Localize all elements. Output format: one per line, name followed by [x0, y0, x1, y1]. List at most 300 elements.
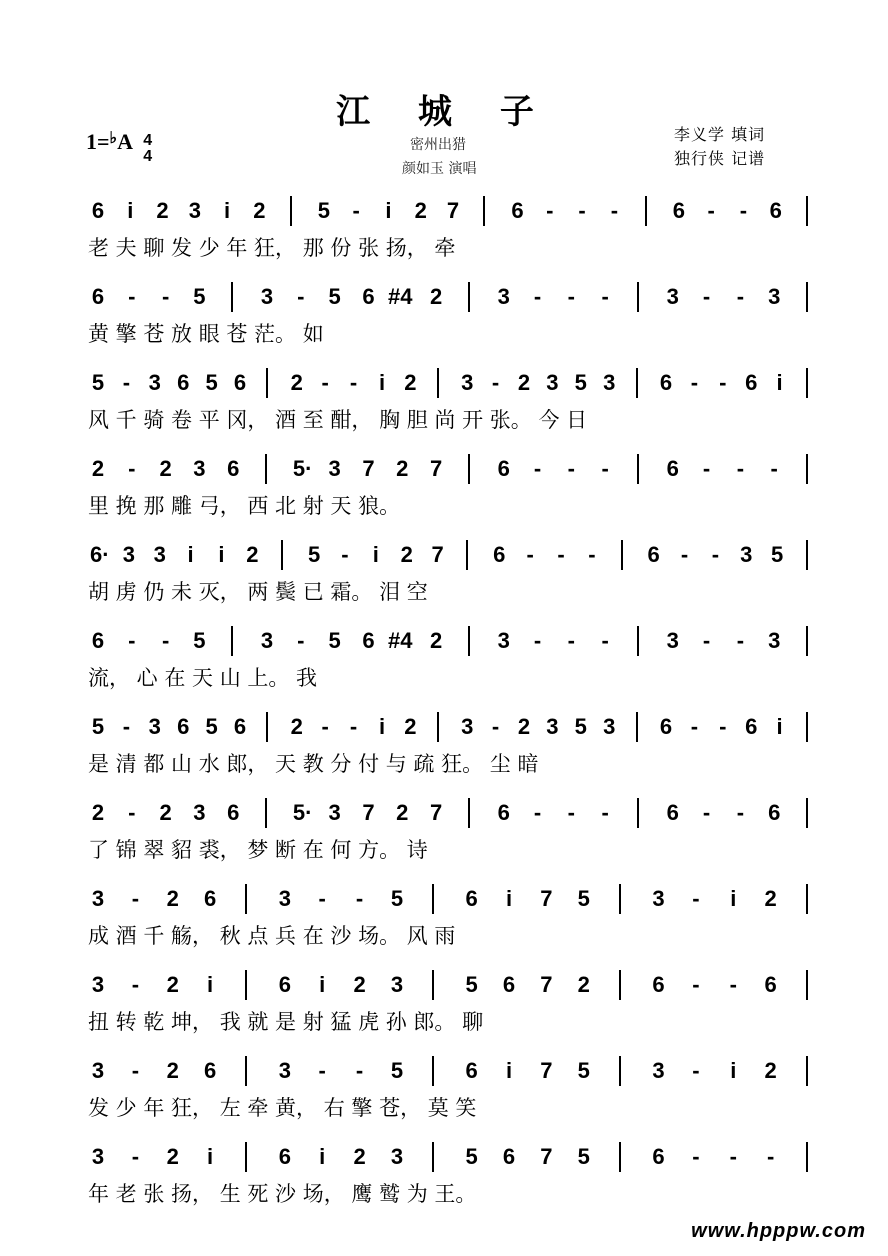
note: 6 — [768, 800, 781, 825]
note: 5 — [390, 1058, 404, 1083]
bar-line — [806, 368, 808, 398]
note: 3 — [497, 284, 510, 309]
dash: - — [692, 1144, 700, 1169]
note: 2 — [764, 886, 777, 911]
lyric-line: 是 清 都 山 水 郎， 天 教 分 付 与 疏 狂。 尘 暗 — [88, 752, 539, 776]
note: 6· — [90, 542, 110, 567]
note: 3 — [278, 886, 291, 911]
dash: - — [355, 1058, 364, 1083]
dash: - — [128, 628, 136, 653]
note: 3 — [546, 714, 559, 739]
note: 5 — [205, 370, 218, 395]
dash: - — [601, 800, 609, 825]
bar-line — [806, 540, 808, 570]
note: 6 — [666, 456, 679, 481]
note: i — [218, 542, 225, 567]
note: 3 — [652, 1058, 665, 1083]
note: i — [378, 370, 386, 395]
dash: - — [588, 542, 596, 567]
key-prefix: 1= — [86, 129, 110, 154]
dash: - — [321, 714, 329, 739]
bar-line — [806, 970, 808, 1000]
dash: - — [349, 370, 358, 395]
note: 6 — [91, 628, 105, 653]
dash: - — [131, 886, 140, 911]
song-title: 江 城 子 — [336, 92, 552, 132]
note: 3 — [91, 1058, 105, 1083]
note: 3 — [91, 1144, 105, 1169]
note: #4 — [388, 284, 413, 309]
note: 3 — [188, 198, 201, 223]
dash: - — [736, 284, 745, 309]
note: 3 — [740, 542, 753, 567]
bar-line — [290, 196, 292, 226]
note: 2 — [91, 456, 105, 481]
note: 6 — [502, 972, 516, 997]
note: 3 — [328, 800, 341, 825]
lyric-line: 里 挽 那 雕 弓， 西 北 射 天 狼。 — [88, 494, 401, 518]
note: 2 — [429, 284, 443, 309]
bar-line — [619, 1056, 621, 1086]
dash: - — [692, 1058, 700, 1083]
dash: - — [702, 628, 711, 653]
note: 2 — [764, 1058, 777, 1083]
dash: - — [707, 198, 715, 223]
note: i — [385, 198, 392, 223]
bar-line — [245, 884, 247, 914]
note: 6 — [91, 284, 105, 309]
dash: - — [557, 542, 565, 567]
dash: - — [680, 542, 689, 567]
dash: - — [318, 886, 326, 911]
dash: - — [729, 972, 737, 997]
note: 3 — [122, 542, 135, 567]
bar-line — [637, 454, 639, 484]
note: 7 — [429, 800, 443, 825]
lyric-line: 流， 心 在 天 山 上。 我 — [88, 666, 318, 690]
note: 2 — [246, 542, 259, 567]
note: 7 — [540, 886, 553, 911]
note: 7 — [540, 1144, 553, 1169]
bar-line — [637, 282, 639, 312]
bar-line — [636, 712, 638, 742]
note: 2 — [91, 800, 105, 825]
bar-line — [619, 970, 621, 1000]
dash: - — [567, 284, 575, 309]
note: 6 — [203, 886, 217, 911]
note: 7 — [446, 198, 460, 223]
bar-line — [245, 970, 247, 1000]
dash: - — [341, 542, 349, 567]
note: 3 — [328, 456, 341, 481]
note: i — [730, 1058, 737, 1083]
note: 3 — [91, 972, 105, 997]
note: 6 — [502, 1144, 516, 1169]
note: i — [776, 370, 783, 395]
bar-line — [265, 798, 267, 828]
dash: - — [533, 628, 542, 653]
bar-line — [619, 1142, 621, 1172]
note: 5 — [317, 198, 331, 223]
note: i — [207, 972, 214, 997]
bar-line — [231, 626, 233, 656]
note: 7 — [540, 972, 553, 997]
note: 6 — [511, 198, 524, 223]
note: 5 — [193, 628, 206, 653]
dash: - — [736, 628, 745, 653]
note: 5 — [574, 370, 587, 395]
note: i — [505, 1058, 513, 1083]
note: 3 — [260, 628, 274, 653]
note: 5 — [205, 714, 218, 739]
dash: - — [533, 800, 542, 825]
note: 6 — [647, 542, 660, 567]
dash: - — [161, 284, 170, 309]
dash: - — [719, 714, 727, 739]
note: 5 — [390, 886, 404, 911]
score-row — [0, 1142, 888, 1232]
note: 5 — [91, 370, 105, 395]
note: 5 — [577, 886, 590, 911]
dash: - — [533, 284, 542, 309]
time-bottom: 4 — [143, 148, 153, 165]
dash: - — [321, 370, 329, 395]
note: 3 — [153, 542, 166, 567]
note: 2 — [166, 972, 179, 997]
dash: - — [567, 456, 575, 481]
score-row — [0, 282, 888, 372]
score-row — [0, 196, 888, 286]
note: 5 — [193, 284, 206, 309]
note: 5 — [465, 1144, 478, 1169]
dash: - — [349, 714, 358, 739]
lyric-line: 扭 转 乾 坤， 我 就 是 射 猛 虎 孙 郎。 聊 — [88, 1010, 484, 1034]
dash: - — [533, 456, 542, 481]
note: 6 — [177, 370, 190, 395]
note: 5 — [577, 1058, 590, 1083]
note: 2 — [404, 370, 417, 395]
dash: - — [128, 456, 136, 481]
site-watermark: www.hpppw.com — [691, 1220, 866, 1242]
bar-line — [806, 712, 808, 742]
note: 5· — [292, 800, 313, 825]
dash: - — [711, 542, 720, 567]
score-row — [0, 1056, 888, 1146]
note: 2 — [156, 198, 169, 223]
note: 2 — [166, 1058, 179, 1083]
bar-line — [645, 196, 647, 226]
note: 5 — [574, 714, 587, 739]
note: 6 — [362, 628, 375, 653]
note: 6 — [497, 456, 510, 481]
dash: - — [601, 628, 609, 653]
bar-line — [637, 626, 639, 656]
note: 6 — [745, 714, 758, 739]
dash: - — [692, 886, 700, 911]
dash: - — [491, 714, 500, 739]
bar-line — [466, 540, 468, 570]
note: 3 — [390, 972, 404, 997]
bar-line — [637, 798, 639, 828]
transcriber-credit: 独行侠 记谱 — [674, 149, 766, 168]
note: 3 — [390, 1144, 404, 1169]
note: 7 — [431, 542, 444, 567]
note: 2 — [253, 198, 266, 223]
note: 3 — [91, 886, 105, 911]
note: 6 — [497, 800, 510, 825]
note: 6 — [666, 800, 679, 825]
dash: - — [122, 370, 131, 395]
note: 3 — [148, 714, 161, 739]
note: 2 — [353, 1144, 366, 1169]
score-row — [0, 626, 888, 716]
bar-line — [806, 626, 808, 656]
score-row — [0, 368, 888, 458]
note: 7 — [429, 456, 443, 481]
note: 2 — [400, 542, 413, 567]
dash: - — [161, 628, 170, 653]
lyric-line: 胡 虏 仍 未 灭， 两 鬓 已 霜。 泪 空 — [88, 580, 428, 604]
note: 3 — [666, 284, 679, 309]
bar-line — [806, 1142, 808, 1172]
note: 2 — [396, 456, 409, 481]
dash: - — [578, 198, 586, 223]
dash: - — [610, 198, 619, 223]
dash: - — [690, 714, 699, 739]
key-signature — [86, 128, 152, 165]
bar-line — [806, 1056, 808, 1086]
score-row — [0, 884, 888, 974]
bar-line — [266, 712, 268, 742]
note: 3 — [768, 628, 781, 653]
note: 3 — [652, 886, 665, 911]
note: 6 — [278, 972, 291, 997]
dash: - — [702, 800, 711, 825]
note: 6 — [652, 1144, 665, 1169]
lyric-line: 年 老 张 扬， 生 死 沙 场， 鹰 鹫 为 王。 — [88, 1182, 477, 1206]
note: 2 — [159, 800, 172, 825]
bar-line — [432, 884, 434, 914]
note: 7 — [362, 800, 375, 825]
dash: - — [128, 800, 136, 825]
dash: - — [131, 972, 140, 997]
score-row — [0, 712, 888, 802]
note: 3 — [260, 284, 274, 309]
note: 3 — [546, 370, 559, 395]
note: 5 — [465, 972, 478, 997]
note: 6 — [233, 714, 247, 739]
note: 2 — [414, 198, 427, 223]
lyric-line: 成 酒 千 觞， 秋 点 兵 在 沙 场。 风 雨 — [88, 924, 456, 948]
bar-line — [231, 282, 233, 312]
dash: - — [491, 370, 500, 395]
lyric-line: 发 少 年 狂， 左 牵 黄， 右 擎 苍， 莫 笑 — [88, 1096, 477, 1120]
note: 7 — [540, 1058, 553, 1083]
note: 2 — [517, 370, 531, 395]
note: i — [207, 1144, 214, 1169]
score-row — [0, 970, 888, 1060]
dash: - — [318, 1058, 326, 1083]
bar-line — [437, 712, 439, 742]
note: i — [319, 972, 326, 997]
score-row — [0, 454, 888, 544]
note: 3 — [461, 714, 474, 739]
time-signature — [143, 133, 152, 165]
bar-line — [245, 1142, 247, 1172]
dash: - — [739, 198, 748, 223]
bar-line — [468, 454, 470, 484]
bar-line — [619, 884, 621, 914]
singer-credit: 颜如玉 演唱 — [402, 161, 477, 177]
note: 2 — [290, 370, 303, 395]
note: 2 — [166, 886, 179, 911]
note: i — [505, 886, 513, 911]
note: i — [372, 542, 379, 567]
note: 3 — [768, 284, 781, 309]
note: 5 — [771, 542, 784, 567]
dash: - — [601, 456, 609, 481]
dash: - — [692, 972, 700, 997]
bar-line — [432, 1142, 434, 1172]
note: 2 — [159, 456, 172, 481]
bar-line — [806, 196, 808, 226]
note: 2 — [577, 972, 590, 997]
note: 6 — [659, 370, 673, 395]
bar-line — [468, 798, 470, 828]
dash: - — [770, 456, 778, 481]
dash: - — [766, 1144, 775, 1169]
score-row — [0, 798, 888, 888]
dash: - — [702, 284, 711, 309]
note: i — [776, 714, 783, 739]
note: 5 — [307, 542, 321, 567]
bar-line — [432, 1056, 434, 1086]
bar-line — [806, 454, 808, 484]
dash: - — [526, 542, 534, 567]
bar-line — [806, 282, 808, 312]
note: 3 — [497, 628, 510, 653]
note: 2 — [290, 714, 303, 739]
dash: - — [131, 1144, 140, 1169]
note: 3 — [148, 370, 161, 395]
note: 3 — [666, 628, 679, 653]
lyricist-credit: 李义学 填词 — [674, 125, 766, 144]
note: 5 — [577, 1144, 590, 1169]
note: 6 — [652, 972, 665, 997]
bar-line — [432, 970, 434, 1000]
note: 2 — [404, 714, 417, 739]
bar-line — [621, 540, 623, 570]
note: 3 — [603, 370, 616, 395]
note: 3 — [603, 714, 616, 739]
note: 6 — [227, 456, 240, 481]
lyric-line: 老 夫 聊 发 少 年 狂， 那 份 张 扬， 牵 — [88, 236, 456, 260]
dash: - — [567, 800, 575, 825]
lyric-line: 了 锦 翠 貂 裘， 梦 断 在 何 方。 诗 — [88, 838, 428, 862]
lyric-line: 风 千 骑 卷 平 冈， 酒 至 酣， 胸 胆 尚 开 张。 今 日 — [88, 408, 588, 432]
note: 5· — [292, 456, 313, 481]
bar-line — [281, 540, 283, 570]
note: 6 — [278, 1144, 291, 1169]
bar-line — [265, 454, 267, 484]
time-top: 4 — [143, 132, 153, 149]
bar-line — [636, 368, 638, 398]
flat-sign: ♭ — [109, 130, 118, 147]
dash: - — [601, 284, 609, 309]
subtitle: 密州出猎 — [410, 137, 466, 153]
dash: - — [131, 1058, 140, 1083]
bar-line — [266, 368, 268, 398]
note: i — [319, 1144, 326, 1169]
dash: - — [690, 370, 699, 395]
note: 3 — [278, 1058, 291, 1083]
note: 6 — [745, 370, 758, 395]
note: 5 — [328, 628, 341, 653]
note: i — [187, 542, 194, 567]
dash: - — [122, 714, 131, 739]
note: i — [127, 198, 134, 223]
note: 2 — [429, 628, 443, 653]
note: 7 — [362, 456, 375, 481]
note: 2 — [166, 1144, 179, 1169]
note: #4 — [388, 628, 413, 653]
dash: - — [297, 628, 305, 653]
bar-line — [806, 798, 808, 828]
lyric-line: 黄 擎 苍 放 眼 苍 茫。 如 — [88, 322, 324, 346]
bar-line — [483, 196, 485, 226]
score-row — [0, 540, 888, 630]
bar-line — [468, 626, 470, 656]
dash: - — [355, 886, 364, 911]
bar-line — [245, 1056, 247, 1086]
note: 6 — [362, 284, 375, 309]
note: 6 — [203, 1058, 217, 1083]
note: 6 — [465, 1058, 478, 1083]
note: 6 — [227, 800, 240, 825]
note: 2 — [517, 714, 531, 739]
dash: - — [297, 284, 305, 309]
dash: - — [546, 198, 554, 223]
note: i — [378, 714, 386, 739]
dash: - — [567, 628, 575, 653]
dash: - — [702, 456, 711, 481]
note: i — [224, 198, 231, 223]
note: 3 — [461, 370, 474, 395]
note: 6 — [177, 714, 190, 739]
note: 5 — [328, 284, 341, 309]
note: 2 — [353, 972, 366, 997]
note: 2 — [396, 800, 409, 825]
note: 6 — [465, 886, 478, 911]
note: 6 — [493, 542, 506, 567]
note: 3 — [193, 800, 206, 825]
note: 6 — [233, 370, 247, 395]
note: 6 — [769, 198, 782, 223]
bar-line — [437, 368, 439, 398]
note: 6 — [91, 198, 105, 223]
dash: - — [736, 456, 745, 481]
note: 6 — [672, 198, 686, 223]
note: i — [730, 886, 737, 911]
bar-line — [468, 282, 470, 312]
dash: - — [719, 370, 727, 395]
dash: - — [352, 198, 360, 223]
note: 6 — [764, 972, 777, 997]
note: 3 — [193, 456, 206, 481]
key-letter: A — [117, 129, 132, 154]
dash: - — [729, 1144, 737, 1169]
note: 6 — [659, 714, 673, 739]
